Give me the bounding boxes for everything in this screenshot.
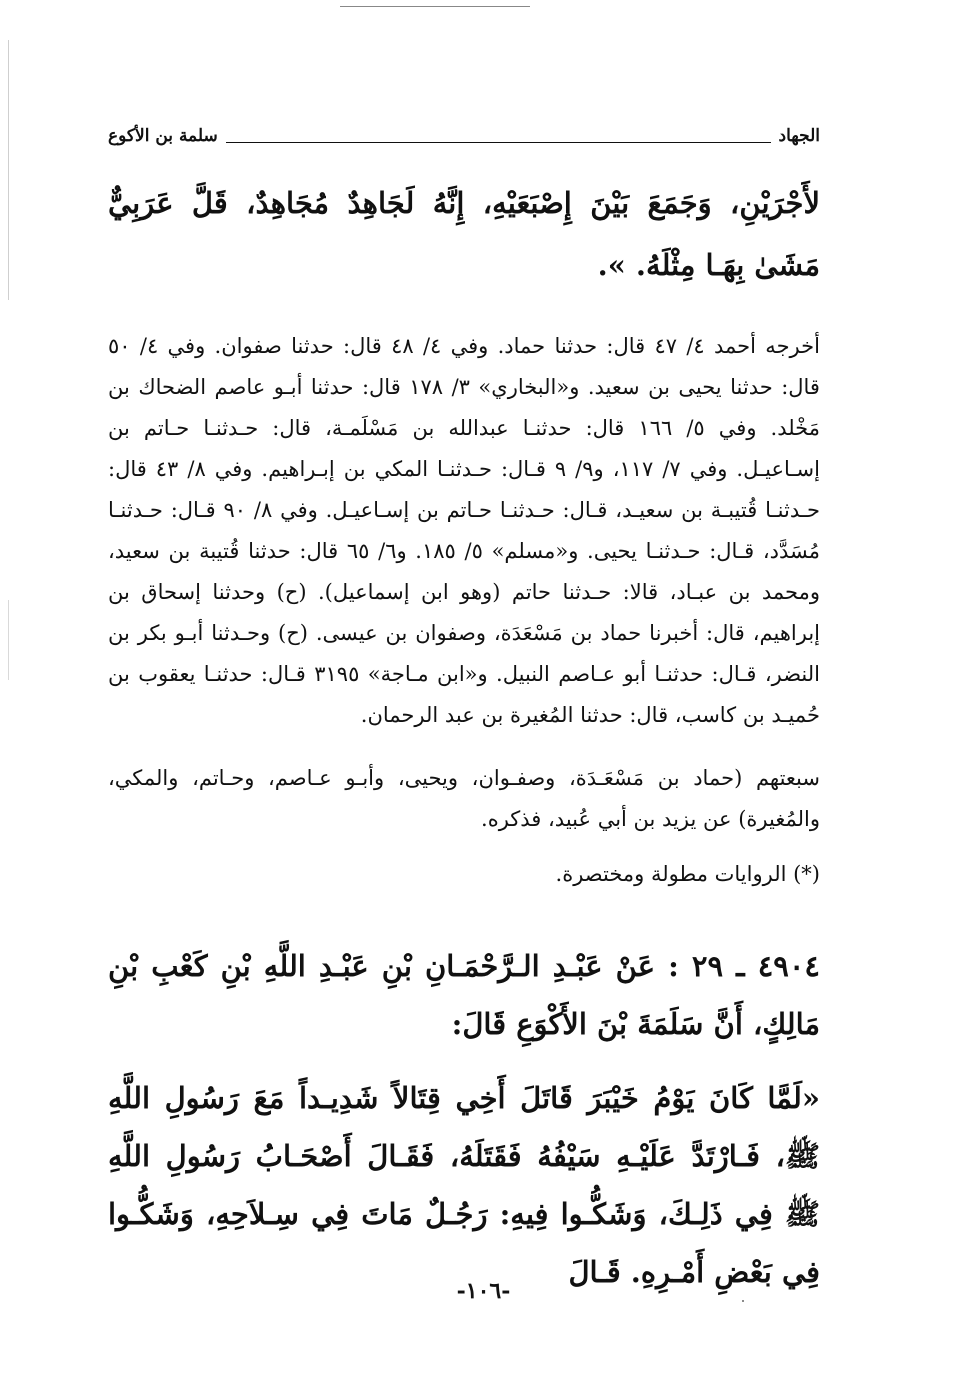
header-rule — [226, 130, 771, 143]
scan-edge-mark-lower — [8, 600, 9, 680]
hadith-body: «لَمَّا كَانَ يَوْمُ خَيْبَرَ قَاتَلَ أَخِي قِتَالاً شَدِيـداً مَعَ رَسُولِ اللَّهِ ﷺ، فَـارْتَدَّ عَلَيْـهِ سَيْفُهُ فَقَتَلَهُ، فَقَـالَ أَصْحَـابُ رَسُولِ اللَّهِ ﷺ فِي ذَلِـكَ، وَشَكُّـوا فِيهِ: رَجُـلٌ مَاتَ فِي سِـلاَحِهِ، وَشَكُّـوا فِي بَعْضِ أَمْـرِهِ. قَـالَ — [108, 1081, 820, 1289]
sources-paragraph: أخرجه أحمد ٤/ ٤٧ قال: حدثنا حماد. وفي ٤/ ٤٨ قال: حدثنا صفوان. وفي ٤/ ٥٠ قال: حدثنا يحيى بن سعيد. و«البخاري» ٣/ ١٧٨ قال: حدثنا أبـو عاصم الضحاك بن مَخْلد. وفي ٥/ ١٦٦ قال: حدثنـا عبدالله بن مَسْلَمـة، قال: حـدثنـا حـاتم بن إسـاعيـل. وفي ٧/ ١١٧، و٩/ ٩ قـال: حـدثنـا المكي بن إبـراهيم. وفي ٨/ ٤٣ قال: حـدثنـا قُتيبـة بن سعيـد، قـال: حـدثنـا حـاتم بن إسـاعيـل. وفي ٨/ ٩٠ قـال: حـدثنـا مُسَدَّد، قـال: حـدثنـا يحيى. و«مسلم» ٥/ ١٨٥. و٦/ ٦٥ قال: حدثنا قُتيبة بن سعيد، ومحمد بن عبـاد، قالا: حـدثنا حاتم (وهو ابن إسماعيل). (ح) وحدثنا إسحاق بن إبراهيم، قال: أخبرنا حماد بن مَسْعَدَة، وصفوان بن عيسى. (ح) وحـدثنا أبـو بكر بن النضر، قـال: حدثنـا أبو عـاصم النبيل. و«ابن مـاجة» ٣١٩٥ قـال: حدثنـا يعقوب بن حُميـد بن كاسب، قال: حدثنا المُغيرة بن عبد الرحمان. — [108, 334, 820, 727]
footnote: (*) الروايات مطولة ومختصرة. — [555, 862, 820, 886]
scan-edge-mark — [8, 40, 9, 300]
top-rule — [340, 6, 530, 7]
scan-dot — [742, 1300, 744, 1302]
running-header — [108, 118, 820, 154]
hadith-continuation: لأَجْرَيْنِ، وَجَمَعَ بَيْنَ إِصْبَعَيْهِ، إِنَّهُ لَجَاهِدٌ مُجَاهِدٌ، قَلَّ عَرَبِيٌّ مَشَىٰ بِهَـا مِثْلَهُ. ». — [108, 186, 820, 282]
hadith-heading: ٤٩٠٤ ـ ٢٩ : عَنْ عَبْـدِ الـرَّحْمَـانِ بْنِ عَبْـدِ اللَّهِ بْنِ كَعْبِ بْنِ مَالِكٍ، أَنَّ سَلَمَةَ بْنَ الأَكْوَعِ قَالَ: — [108, 949, 820, 1041]
page-number: -١٠٦- — [456, 1278, 511, 1304]
header-companion: سلمة بن الأكوع — [108, 126, 218, 146]
page-body — [108, 118, 820, 1301]
chain-paragraph: سبعتهم (حماد بن مَسْعَـدَة، وصفـوان، ويحيى، وأبـو عـاصم، وحـاتم، والمكي، والمُغيرة) عن يزيد بن أبي عُبيد، فذكره. — [108, 766, 820, 831]
header-chapter: الجهاد — [778, 126, 820, 146]
